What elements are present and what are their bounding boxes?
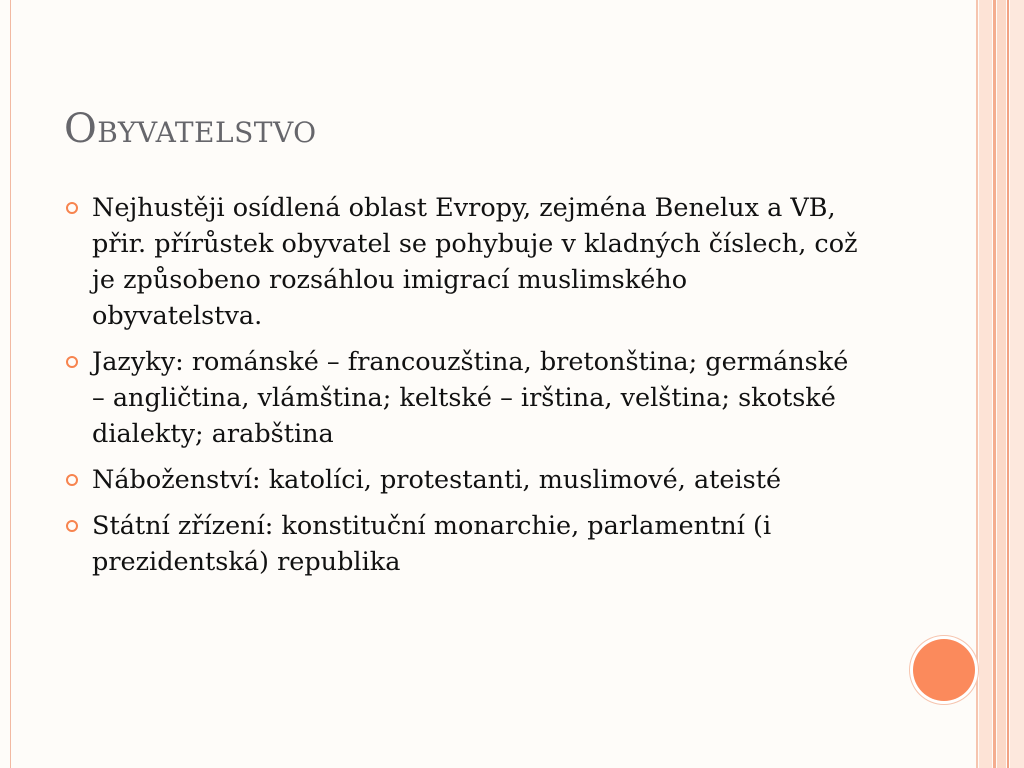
orange-circle-decoration <box>913 639 975 701</box>
left-accent-line <box>10 0 11 768</box>
ring-bullet-icon <box>66 356 78 368</box>
bullet-list <box>64 190 864 590</box>
bullet-text: Nejhustěji osídlená oblast Evropy, zejména Benelux a VB, přir. přírůstek obyvatel se pohybuje v kladných číslech, což je způsobeno rozsáhlou imigrací muslimského obyvatelstva. <box>92 193 858 331</box>
stripe <box>997 0 1006 768</box>
stripe <box>1010 0 1024 768</box>
stripe <box>976 0 978 768</box>
bullet-text: Jazyky: románské – francouzština, bretonština; germánské – angličtina, vlámština; keltské – irština, velština; skotské dialekty; arabština <box>92 347 849 449</box>
bullet-text: Náboženství: katolíci, protestanti, muslimové, ateisté <box>92 465 782 495</box>
stripe <box>1007 0 1009 768</box>
ring-bullet-icon <box>66 474 78 486</box>
right-decorative-stripes <box>976 0 1024 768</box>
bullet-item <box>64 508 864 580</box>
bullet-text: Státní zřízení: konstituční monarchie, parlamentní (i prezidentská) republika <box>92 511 772 577</box>
stripe <box>979 0 992 768</box>
ring-bullet-icon <box>66 520 78 532</box>
slide-title: Obyvatelstvo <box>64 106 317 152</box>
ring-bullet-icon <box>66 202 78 214</box>
stripe <box>993 0 996 768</box>
bullet-item <box>64 344 864 452</box>
bullet-item <box>64 190 864 334</box>
bullet-item <box>64 462 864 498</box>
